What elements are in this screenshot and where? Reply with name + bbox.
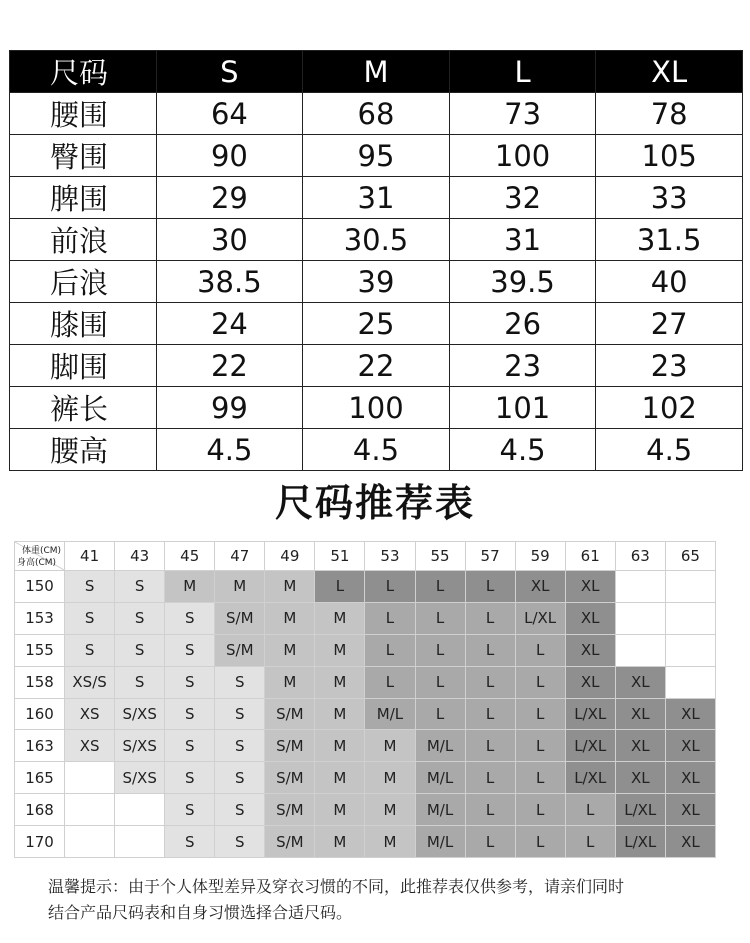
recommended-size-cell: S — [165, 634, 215, 666]
measurement-value: 64 — [156, 93, 303, 135]
measurement-value: 22 — [303, 345, 450, 387]
recommended-size-cell: L — [515, 666, 565, 698]
recommended-size-cell — [665, 634, 715, 666]
measurement-value: 105 — [596, 135, 743, 177]
recommended-size-cell: S/M — [265, 826, 315, 858]
recommended-size-cell: S — [65, 634, 115, 666]
recommended-size-cell — [115, 794, 165, 826]
recommended-size-cell: XL — [665, 762, 715, 794]
footnote — [48, 874, 728, 926]
measurement-value: 100 — [303, 387, 450, 429]
recommended-size-cell — [665, 602, 715, 634]
weight-header-row — [15, 542, 716, 571]
recommended-size-cell: S — [215, 730, 265, 762]
recommended-size-cell: S — [165, 602, 215, 634]
measurement-label: 腰围 — [10, 93, 157, 135]
size-chart-row — [10, 177, 743, 219]
recommended-size-cell: L — [415, 571, 465, 603]
recommended-size-cell: S — [115, 634, 165, 666]
weight-header-cell: 51 — [315, 542, 365, 571]
weight-header-cell: 61 — [565, 542, 615, 571]
recommended-size-cell: L/XL — [565, 698, 615, 730]
recommended-size-cell: S — [165, 762, 215, 794]
recommended-size-cell: M — [265, 602, 315, 634]
recommended-size-cell: M — [315, 794, 365, 826]
height-axis-label: 身高(CM) — [17, 558, 57, 568]
measurement-value: 33 — [596, 177, 743, 219]
recommendation-title: 尺码推荐表 — [274, 481, 475, 525]
recommended-size-cell: S — [215, 794, 265, 826]
height-label-cell: 165 — [15, 762, 65, 794]
recommended-size-cell: S — [65, 571, 115, 603]
recommended-size-cell: M — [265, 666, 315, 698]
header-xl: XL — [596, 51, 743, 93]
recommended-size-cell: L — [465, 602, 515, 634]
recommended-size-cell: XL — [615, 698, 665, 730]
recommended-size-cell: L — [465, 666, 515, 698]
recommended-size-cell: S — [215, 666, 265, 698]
measurement-value: 30.5 — [303, 219, 450, 261]
recommended-size-cell: M/L — [365, 698, 415, 730]
recommended-size-cell: L — [465, 826, 515, 858]
measurement-value: 101 — [449, 387, 596, 429]
recommended-size-cell: L — [465, 762, 515, 794]
recommended-size-cell: S/XS — [115, 698, 165, 730]
recommended-size-cell: L — [415, 634, 465, 666]
header-size: 尺码 — [10, 51, 157, 93]
height-label-cell: 153 — [15, 602, 65, 634]
recommended-size-cell — [115, 826, 165, 858]
recommended-size-cell: S — [165, 826, 215, 858]
recommended-size-cell: M/L — [415, 826, 465, 858]
recommended-size-cell: M — [315, 698, 365, 730]
recommended-size-cell: S/M — [265, 762, 315, 794]
recommended-size-cell: XL — [565, 602, 615, 634]
measurement-label: 膝围 — [10, 303, 157, 345]
measurement-value: 32 — [449, 177, 596, 219]
table-corner — [15, 542, 65, 571]
recommended-size-cell: XL — [515, 571, 565, 603]
recommended-size-cell: L — [515, 698, 565, 730]
measurement-value: 73 — [449, 93, 596, 135]
recommended-size-cell: S/XS — [115, 762, 165, 794]
weight-header-cell: 53 — [365, 542, 415, 571]
height-row — [15, 571, 716, 603]
recommended-size-cell: L — [315, 571, 365, 603]
recommended-size-cell: L — [465, 730, 515, 762]
recommended-size-cell: M — [365, 762, 415, 794]
recommended-size-cell: XL — [565, 634, 615, 666]
recommended-size-cell: M/L — [415, 730, 465, 762]
height-row — [15, 762, 716, 794]
measurement-value: 38.5 — [156, 261, 303, 303]
recommended-size-cell: S — [115, 666, 165, 698]
measurement-value: 4.5 — [156, 429, 303, 471]
measurement-value: 4.5 — [596, 429, 743, 471]
height-row — [15, 794, 716, 826]
height-row — [15, 666, 716, 698]
recommended-size-cell: XL — [665, 730, 715, 762]
height-row — [15, 634, 716, 666]
recommended-size-cell: L/XL — [565, 730, 615, 762]
recommended-size-cell: S — [215, 698, 265, 730]
recommended-size-cell: S/M — [215, 602, 265, 634]
measurement-value: 24 — [156, 303, 303, 345]
recommended-size-cell: M — [365, 730, 415, 762]
measurement-value: 95 — [303, 135, 450, 177]
measurement-value: 68 — [303, 93, 450, 135]
recommended-size-cell: S/M — [215, 634, 265, 666]
measurement-value: 22 — [156, 345, 303, 387]
measurement-value: 4.5 — [303, 429, 450, 471]
recommended-size-cell: L — [465, 634, 515, 666]
recommended-size-cell: S — [215, 762, 265, 794]
height-label-cell: 160 — [15, 698, 65, 730]
weight-header-cell: 47 — [215, 542, 265, 571]
measurement-value: 100 — [449, 135, 596, 177]
recommended-size-cell: L — [465, 794, 515, 826]
measurement-label: 前浪 — [10, 219, 157, 261]
height-row — [15, 602, 716, 634]
height-row — [15, 826, 716, 858]
recommended-size-cell: M — [315, 762, 365, 794]
size-chart-row — [10, 219, 743, 261]
recommended-size-cell: XL — [665, 698, 715, 730]
recommended-size-cell: L — [365, 571, 415, 603]
recommended-size-cell: M/L — [415, 762, 465, 794]
recommended-size-cell: XL — [615, 730, 665, 762]
recommended-size-cell: XL — [615, 762, 665, 794]
recommended-size-cell: M — [215, 571, 265, 603]
measurement-value: 25 — [303, 303, 450, 345]
recommended-size-cell — [615, 634, 665, 666]
measurement-label: 裤长 — [10, 387, 157, 429]
size-recommendation-table — [14, 541, 716, 858]
size-chart-row — [10, 93, 743, 135]
measurement-value: 102 — [596, 387, 743, 429]
size-chart-row — [10, 387, 743, 429]
recommended-size-cell: S — [215, 826, 265, 858]
recommended-size-cell: M — [315, 666, 365, 698]
footnote-line-2: 结合产品尺码表和自身习惯选择合适尺码。 — [48, 903, 353, 922]
weight-header-cell: 55 — [415, 542, 465, 571]
recommended-size-cell: M — [315, 826, 365, 858]
recommended-size-cell: M — [365, 826, 415, 858]
height-label-cell: 163 — [15, 730, 65, 762]
recommended-size-cell: XS/S — [65, 666, 115, 698]
header-l: L — [449, 51, 596, 93]
measurement-label: 腰高 — [10, 429, 157, 471]
measurement-label: 臀围 — [10, 135, 157, 177]
measurement-value: 29 — [156, 177, 303, 219]
size-chart-row — [10, 303, 743, 345]
measurement-value: 90 — [156, 135, 303, 177]
measurement-value: 40 — [596, 261, 743, 303]
recommended-size-cell: XS — [65, 698, 115, 730]
recommended-size-cell: L/XL — [615, 794, 665, 826]
recommended-size-cell: M — [365, 794, 415, 826]
measurement-value: 23 — [449, 345, 596, 387]
recommended-size-cell — [65, 794, 115, 826]
recommended-size-cell: L — [415, 698, 465, 730]
size-chart-row — [10, 429, 743, 471]
measurement-value: 23 — [596, 345, 743, 387]
recommended-size-cell: L/XL — [565, 762, 615, 794]
recommended-size-cell: L — [365, 634, 415, 666]
recommended-size-cell: M/L — [415, 794, 465, 826]
measurement-value: 4.5 — [449, 429, 596, 471]
recommended-size-cell: S — [115, 571, 165, 603]
recommended-size-cell — [665, 666, 715, 698]
height-label-cell: 170 — [15, 826, 65, 858]
recommended-size-cell: S/M — [265, 698, 315, 730]
height-row — [15, 730, 716, 762]
height-row — [15, 698, 716, 730]
recommended-size-cell: XL — [665, 794, 715, 826]
recommended-size-cell: XL — [565, 666, 615, 698]
weight-header-cell: 49 — [265, 542, 315, 571]
header-s: S — [156, 51, 303, 93]
recommended-size-cell — [65, 762, 115, 794]
measurement-value: 31.5 — [596, 219, 743, 261]
footnote-line-1: 温馨提示：由于个人体型差异及穿衣习惯的不同，此推荐表仅供参考，请亲们同时 — [48, 877, 625, 896]
measurement-label: 脚围 — [10, 345, 157, 387]
measurement-value: 31 — [449, 219, 596, 261]
weight-header-cell: 63 — [615, 542, 665, 571]
recommended-size-cell: XS — [65, 730, 115, 762]
recommended-size-cell — [615, 602, 665, 634]
recommended-size-cell: M — [265, 634, 315, 666]
recommended-size-cell — [665, 571, 715, 603]
recommended-size-cell: L — [515, 826, 565, 858]
recommended-size-cell: L — [365, 666, 415, 698]
recommended-size-cell: XL — [565, 571, 615, 603]
recommended-size-cell: XL — [665, 826, 715, 858]
weight-header-cell: 57 — [465, 542, 515, 571]
recommended-size-cell: S — [165, 666, 215, 698]
recommended-size-cell: S/XS — [115, 730, 165, 762]
recommended-size-cell: L — [465, 571, 515, 603]
measurement-value: 39.5 — [449, 261, 596, 303]
recommended-size-cell: L — [415, 602, 465, 634]
recommended-size-cell: S — [165, 794, 215, 826]
size-chart-header-row — [10, 51, 743, 93]
recommended-size-cell: L — [365, 602, 415, 634]
recommended-size-cell — [615, 571, 665, 603]
measurement-value: 31 — [303, 177, 450, 219]
recommended-size-cell: L/XL — [515, 602, 565, 634]
size-chart-row — [10, 261, 743, 303]
measurement-value: 30 — [156, 219, 303, 261]
height-label-cell: 158 — [15, 666, 65, 698]
size-chart-row — [10, 345, 743, 387]
recommended-size-cell: XL — [615, 666, 665, 698]
recommended-size-cell: S/M — [265, 730, 315, 762]
recommended-size-cell: L — [515, 762, 565, 794]
recommended-size-cell: L/XL — [615, 826, 665, 858]
recommended-size-cell: M — [315, 730, 365, 762]
height-label-cell: 155 — [15, 634, 65, 666]
recommended-size-cell: L — [565, 794, 615, 826]
weight-header-cell: 59 — [515, 542, 565, 571]
measurement-value: 26 — [449, 303, 596, 345]
recommended-size-cell: S — [115, 602, 165, 634]
weight-header-cell: 43 — [115, 542, 165, 571]
recommended-size-cell: M — [265, 571, 315, 603]
measurement-label: 后浪 — [10, 261, 157, 303]
recommended-size-cell: L — [415, 666, 465, 698]
height-label-cell: 150 — [15, 571, 65, 603]
weight-axis-label: 体重(CM) — [21, 546, 62, 556]
measurement-value: 78 — [596, 93, 743, 135]
recommended-size-cell: L — [515, 794, 565, 826]
weight-header-cell: 41 — [65, 542, 115, 571]
recommended-size-cell: M — [315, 602, 365, 634]
height-label-cell: 168 — [15, 794, 65, 826]
recommended-size-cell: S — [165, 698, 215, 730]
recommended-size-cell: S/M — [265, 794, 315, 826]
weight-header-cell: 65 — [665, 542, 715, 571]
recommended-size-cell: M — [165, 571, 215, 603]
recommended-size-cell: L — [515, 730, 565, 762]
measurement-value: 99 — [156, 387, 303, 429]
recommended-size-cell: M — [315, 634, 365, 666]
recommended-size-cell: S — [165, 730, 215, 762]
header-m: M — [303, 51, 450, 93]
measurement-value: 27 — [596, 303, 743, 345]
measurement-value: 39 — [303, 261, 450, 303]
recommended-size-cell: L — [565, 826, 615, 858]
measurement-label: 脾围 — [10, 177, 157, 219]
recommended-size-cell — [65, 826, 115, 858]
weight-header-cell: 45 — [165, 542, 215, 571]
size-chart-row — [10, 135, 743, 177]
recommended-size-cell: S — [65, 602, 115, 634]
size-chart-table — [9, 50, 743, 471]
recommended-size-cell: L — [465, 698, 515, 730]
recommended-size-cell: L — [515, 634, 565, 666]
